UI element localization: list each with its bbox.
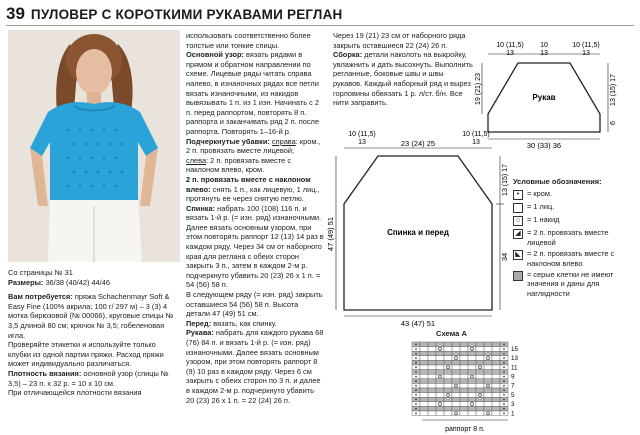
scheme-cell [476,397,484,402]
scheme-row-label: 11 [511,364,518,372]
scheme-cell [468,351,476,356]
scheme-cell [492,347,500,352]
column-2 [186,31,324,405]
scheme-title: Схема А [436,329,467,338]
scheme-cell [468,397,476,402]
scheme-cell [436,360,444,365]
selvedge-mark [503,390,505,392]
legend-item: • = кром. [513,189,638,200]
scheme-cell [484,402,492,407]
scheme-cell [444,347,452,352]
decreases-paragraph: Подчеркнутые убавки: справа: кром., 2 п. провязать вместе лицевой; [186,136,321,156]
scheme-cell [468,360,476,365]
scheme-cell [420,360,428,365]
scheme-cell [436,393,444,398]
scheme-cell [428,342,436,347]
scheme-cell [452,393,460,398]
scheme-cell [436,342,444,347]
scheme-cell [460,379,468,384]
scheme-cell [436,383,444,388]
scheme-cell [484,388,492,393]
scheme-cell [468,365,476,370]
scheme-cell [468,370,476,375]
materials-paragraph: Вам потребуется: пряжа Schachenmayr Soft & Easy Fine (100% акрила; 100 г/ 297 м) – 3 (3) 4 мотка бирюзовой (№ 00066), круговые спицы № 3,5 длиной 80 см; крючок № 3,5; гобеленовая игла. [8,292,174,340]
scheme-cell [420,365,428,370]
scheme-cell [420,370,428,375]
scheme-cell [492,379,500,384]
body-top-width: 23 (24) 25 [400,139,436,148]
sleeve-finish-paragraph: Через 19 (21) 23 см от наборного ряда закрыть оставшиеся 22 (24) 26 п. [333,31,466,50]
pattern-number: 39 [6,4,25,23]
scheme-cell [492,406,500,411]
scheme-cell [468,406,476,411]
scheme-cell [468,356,476,361]
sleeve-top-a: 10 [540,42,548,49]
model-photo-image [8,30,180,262]
selvedge-mark [503,394,505,396]
selvedge-mark [503,353,505,355]
assembly-paragraph: Сборка: детали наколоть на выкройку, увлажнить и дать высохнуть. Выполнить регланные, боковые швы и швы рукавов. Каждый наборный ряд и вырез горловины обвязать 1 р. л/ст. б/н. Все нити заправить. [333,50,473,108]
scheme-cell [460,370,468,375]
scheme-cell [484,351,492,356]
scheme-cell [444,383,452,388]
column-3 [333,31,473,108]
scheme-cell [460,360,468,365]
scheme-cell [492,411,500,416]
density-more: При отличающейся плотности вязания [8,388,142,398]
selvedge-mark [415,376,417,378]
scheme-row-label: 5 [511,391,515,399]
scheme-cell [420,393,428,398]
scheme-cell [444,397,452,402]
body-slant-right-b: 13 [472,139,480,146]
from-page: Со страницы № 31 [8,268,73,277]
scheme-cell [444,370,452,375]
check-paragraph: Проверяйте этикетки и используйте только клубки из одной партии пряжи. Расход пряжи может индивидуально различаться. [8,340,164,369]
selvedge-mark [503,403,505,405]
sleeve-bottom-width: 30 (33) 36 [526,141,562,150]
body-bottom-width: 43 (47) 51 [400,319,436,328]
scheme-row-label: 13 [511,355,519,363]
scheme-cell [460,347,468,352]
scheme-cell [476,347,484,352]
sleeve-right-upper: 13 (15) 17 [610,74,617,106]
scheme-cell [428,370,436,375]
scheme-cell [492,351,500,356]
legend [513,177,638,300]
scheme-cell [428,388,436,393]
scheme-cell [444,351,452,356]
selvedge-mark [503,413,505,415]
sizes-line: Размеры: 36/38 (40/42) 44/46 [8,277,110,287]
scheme-cell [492,383,500,388]
scheme-cell [436,411,444,416]
scheme-cell [476,411,484,416]
selvedge-mark [415,399,417,401]
legend-item: ○ = 1 накид [513,215,638,226]
legend-item: = серые клетки не имеют значения и даны для наглядности [513,270,638,298]
scheme-cell [420,383,428,388]
selvedge-dot-icon: • [513,190,523,200]
scheme-cell [492,393,500,398]
selvedge-mark [415,394,417,396]
sleeve-slant-left-a: 10 (11,5) [496,42,524,49]
scheme-cell [452,374,460,379]
selvedge-mark [415,348,417,350]
scheme-cell [460,365,468,370]
legend-title: Условные обозначения: [513,177,602,186]
scheme-row-label: 3 [511,401,515,409]
scheme-chart [408,340,528,435]
scheme-cell [452,397,460,402]
rapport-label: раппорт 8 п. [445,426,485,433]
scheme-cell [460,402,468,407]
selvedge-mark [415,380,417,382]
scheme-cell [444,360,452,365]
selvedge-mark [503,380,505,382]
scheme-cell [492,397,500,402]
scheme-cell [420,379,428,384]
scheme-cell [452,402,460,407]
k2tog-right-icon: ◢ [513,229,523,239]
pattern-title: ПУЛОВЕР С КОРОТКИМИ РУКАВАМИ РЕГЛАН [30,7,343,22]
front-paragraph: Перед: вязать, как спинку. [186,318,277,328]
scheme-cell [452,342,460,347]
scheme-cell [492,360,500,365]
scheme-row-labels [511,346,519,417]
selvedge-mark [415,371,417,373]
scheme-cell [444,411,452,416]
scheme-cell [436,406,444,411]
selvedge-mark [503,376,505,378]
selvedge-mark [503,344,505,346]
sleeve-right-lower: 6 [610,121,617,125]
sleeve-slant-right-b: 13 [582,50,590,57]
scheme-cell [476,360,484,365]
grey-cell-icon [513,271,523,281]
scheme-grid [412,342,508,416]
body-pattern-diagram [326,131,510,328]
next-row-paragraph: В следующем ряду (= изн. ряд) закрыть оставшиеся 54 (56) 58 п. Высота детали 47 (49) 51 см. [186,290,323,319]
scheme-cell [436,365,444,370]
selvedge-mark [503,362,505,364]
body-right-lower: 34 [500,252,509,262]
selvedge-mark [503,385,505,387]
scheme-cell [452,379,460,384]
selvedge-mark [503,408,505,410]
scheme-cell [452,370,460,375]
scheme-cell [476,388,484,393]
scheme-cell [444,388,452,393]
scheme-cell [452,365,460,370]
scheme-cell [428,347,436,352]
ssk-left-icon: ◣ [513,250,523,260]
scheme-cell [428,379,436,384]
scheme-cell [492,402,500,407]
yarn-over-circle-icon: ○ [513,216,523,226]
selvedge-mark [415,353,417,355]
legend-item: ◣ = 2 п. провязать вместе с наклоном влево [513,249,638,268]
scheme-cell [436,356,444,361]
scheme-cell [492,374,500,379]
scheme-cell [428,360,436,365]
scheme-cell [476,370,484,375]
column-1 [8,268,178,398]
scheme-cell [428,374,436,379]
scheme-cell [428,411,436,416]
sleeve-label: Рукав [532,93,556,102]
scheme-cell [420,397,428,402]
scheme-cell [492,356,500,361]
scheme-cell [460,374,468,379]
scheme-cell [436,388,444,393]
scheme-cell [476,383,484,388]
scheme-cell [476,379,484,384]
selvedge-mark [503,357,505,359]
scheme-cell [468,411,476,416]
scheme-cell [476,406,484,411]
scheme-cell [428,402,436,407]
sleeves-paragraph: Рукава: набрать для каждого рукава 68 (76) 84 п. и вязать 1-й р. (= изн. ряд) изнаночными. Далее вязать основным узором, при этом повторять раппорт 8 (9) 10 раз в каждом ряду. Через 6 см закрыть с обеих сторон по 3 п. и далее в каждом 2-м р. подчеркнуто убавить 20 (23) 26 х 1 п. = 22 (24) 26 п. [186,328,324,405]
scheme-cell [428,365,436,370]
scheme-cell [492,365,500,370]
scheme-cell [444,342,452,347]
scheme-cell [484,406,492,411]
scheme-cell [452,406,460,411]
selvedge-mark [503,399,505,401]
scheme-cell [492,342,500,347]
scheme-cell [420,347,428,352]
body-left-height: 47 (49) 51 [326,216,335,252]
scheme-cell [476,374,484,379]
scheme-cell [428,383,436,388]
scheme-cell [460,388,468,393]
selvedge-mark [503,371,505,373]
scheme-cell [420,342,428,347]
selvedge-mark [415,408,417,410]
scheme-cell [428,397,436,402]
scheme-cell [420,406,428,411]
page-header [6,4,342,24]
scheme-cell [436,370,444,375]
scheme-cell [484,347,492,352]
sleeve-left-height: 19 (21) 23 [475,73,482,105]
scheme-cell [476,351,484,356]
body-right-upper: 13 (15) 17 [502,164,509,196]
scheme-cell [484,397,492,402]
scheme-cell [444,402,452,407]
scheme-cell [484,393,492,398]
knit-blank-icon [513,203,523,213]
scheme-cell [484,360,492,365]
scheme-cell [460,393,468,398]
scheme-cell [460,383,468,388]
scheme-cell [444,406,452,411]
scheme-cell [436,379,444,384]
scheme-cell [484,374,492,379]
scheme-cell [452,351,460,356]
selvedge-mark [415,385,417,387]
scheme-cell [420,356,428,361]
scheme-cell [428,406,436,411]
scheme-row-label: 7 [511,382,515,390]
scheme-cell [468,393,476,398]
scheme-cell [436,397,444,402]
scheme-cell [492,370,500,375]
selvedge-mark [415,357,417,359]
scheme-cell [484,379,492,384]
body-label: Спинка и перед [387,228,449,237]
sleeve-slant-left-b: 13 [506,50,514,57]
scheme-cell [492,388,500,393]
scheme-cell [420,374,428,379]
scheme-cell [420,351,428,356]
scheme-cell [460,406,468,411]
sleeve-top-b: 13 [540,50,548,57]
body-slant-right-a: 10 (11,5) [462,131,490,138]
scheme-cell [436,351,444,356]
intro-paragraph: использовать соответственно более толстые или тонкие спицы. [186,31,311,50]
together-paragraph: 2 п. провязать вместе с наклоном влево: снять 1 п., как лицевую, 1 лиц., протянуть ее через снятую петлю. [186,174,320,204]
scheme-cell [460,356,468,361]
scheme-cell [460,351,468,356]
scheme-cell [428,356,436,361]
selvedge-mark [415,413,417,415]
scheme-cell [476,356,484,361]
scheme-cell [452,388,460,393]
selvedge-mark [415,344,417,346]
scheme-cell [460,342,468,347]
scheme-cell [428,351,436,356]
scheme-cell [420,402,428,407]
decreases-left: слева: 2 п. провязать вместе с наклоном влево, кром. [186,155,292,175]
selvedge-mark [415,390,417,392]
scheme-cell [460,397,468,402]
model-photo [8,30,180,262]
scheme-cell [428,393,436,398]
sleeve-slant-right-a: 10 (11,5) [572,42,600,49]
scheme-cell [484,370,492,375]
scheme-cell [452,360,460,365]
scheme-cell [468,388,476,393]
scheme-cell [444,374,452,379]
scheme-cell [468,379,476,384]
selvedge-mark [415,403,417,405]
selvedge-mark [503,367,505,369]
scheme-cell [444,379,452,384]
legend-item: = 1 лиц. [513,202,638,213]
scheme-cell [420,388,428,393]
selvedge-mark [415,367,417,369]
selvedge-mark [503,348,505,350]
scheme-cell [476,342,484,347]
density-paragraph: Плотность вязания: основной узор (спицы № 3,5) – 23 п. х 32 р. = 10 х 10 см. [8,368,169,388]
scheme-cell [484,342,492,347]
main-pattern-paragraph: Основной узор: вязать рядами в прямом и обратном направлении по схеме. Лицевые ряды читать справа налево, в изнаночных рядах все петли вязать изнаночными, из накидов вывязывать 1 п. из 1 изн. Начинать с 2 п. перед раппортом, повторять 8 п. раппорта и заканчивать ряд 2 п. после раппорта. Повторять 1–16-й р. [186,50,320,136]
scheme-cell [484,365,492,370]
selvedge-mark [415,362,417,364]
header-divider [6,25,634,26]
scheme-row-label: 9 [511,373,515,381]
scheme-cell [468,342,476,347]
scheme-cell [452,347,460,352]
scheme-cell [420,411,428,416]
scheme-row-label: 1 [511,410,515,418]
scheme-cell [468,383,476,388]
legend-item: ◢ = 2 п. провязать вместе лицевой [513,228,638,247]
scheme-row-label: 15 [511,345,519,353]
scheme-cell [444,356,452,361]
body-slant-left-b: 13 [358,139,366,146]
scheme-cell [460,411,468,416]
body-slant-left-a: 10 (11,5) [348,131,376,138]
back-paragraph: Спинка: набрать 100 (108) 116 п. и вязать 1-й р. (= изн. ряд) изнаночными. Далее вязать основным узором, при этом повторять раппорт 12 (13) 14 раз в каждом ряду. Через 34 см от наборного края для реглана с обеих сторон закрыть 3 п., затем в каждом 2-м р. подчеркнуто убавить 20 (23) 26 х 1 п. = 54 (56) 58 п. [186,203,324,290]
scheme-cell [476,402,484,407]
